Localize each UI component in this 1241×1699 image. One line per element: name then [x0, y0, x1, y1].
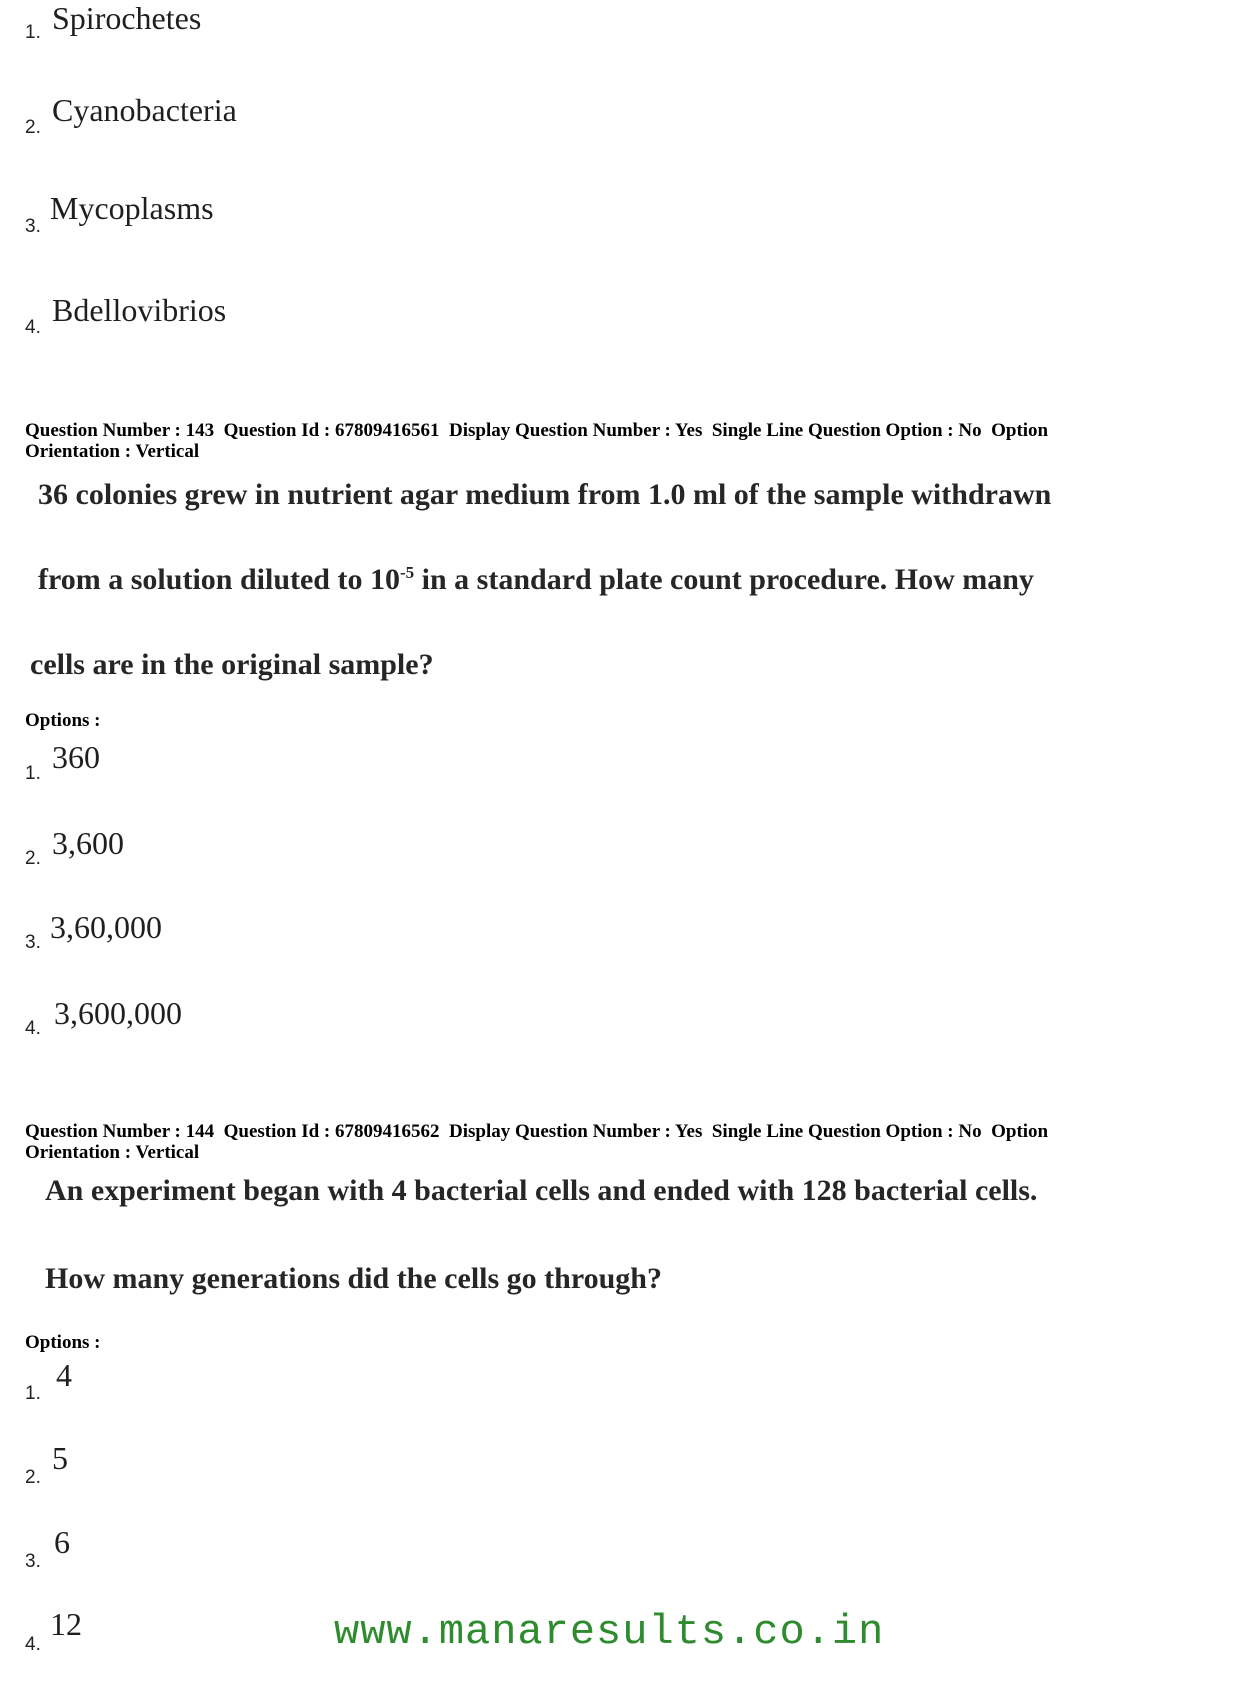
option-text: 3,60,000 [50, 909, 162, 945]
option-number: 1. [25, 22, 41, 43]
option-text: 6 [54, 1524, 70, 1560]
option-text: 5 [52, 1440, 68, 1476]
option-text: 3,600,000 [54, 995, 182, 1031]
question-meta-line1: Question Number : 143 Question Id : 67809416561 Display Question Number : Yes Single Line Question Option : No Option [25, 420, 1049, 441]
question-meta-line2: Orientation : Vertical [25, 1142, 200, 1163]
watermark-url: www.manaresults.co.in [334, 1608, 885, 1656]
option-text: 3,600 [52, 825, 124, 861]
question-text-part: from a solution diluted to 10 [38, 563, 400, 596]
option-number: 3. [25, 216, 41, 237]
question-text-line2 [38, 563, 1034, 597]
exponent: -5 [399, 563, 415, 582]
option-text: Spirochetes [52, 0, 202, 36]
option-number: 1. [25, 763, 41, 784]
question-meta-line1: Question Number : 144 Question Id : 67809416562 Display Question Number : Yes Single Line Question Option : No Option [25, 1121, 1049, 1142]
option-number: 1. [25, 1383, 41, 1404]
option-text: 4 [56, 1357, 72, 1393]
question-text-part: in a standard plate count procedure. How many [414, 563, 1034, 596]
option-number: 4. [25, 1634, 41, 1655]
option-number: 4. [25, 317, 41, 338]
option-text: 360 [52, 739, 100, 775]
option-text: 12 [50, 1606, 82, 1642]
option-number: 3. [25, 1551, 41, 1572]
option-number: 2. [25, 1467, 41, 1488]
options-label: Options : [25, 1332, 101, 1353]
option-text: Bdellovibrios [52, 292, 227, 328]
option-number: 2. [25, 117, 41, 138]
option-text: Cyanobacteria [52, 92, 237, 128]
question-text-line2: How many generations did the cells go through? [45, 1262, 662, 1295]
question-text-line1: An experiment began with 4 bacterial cells and ended with 128 bacterial cells. [45, 1174, 1038, 1207]
options-label: Options : [25, 710, 101, 731]
question-meta-line2: Orientation : Vertical [25, 441, 200, 462]
option-text: Mycoplasms [50, 190, 214, 226]
option-number: 3. [25, 932, 41, 953]
question-text-line3: cells are in the original sample? [30, 648, 434, 681]
question-text-line1: 36 colonies grew in nutrient agar medium from 1.0 ml of the sample withdrawn [38, 478, 1052, 511]
option-number: 2. [25, 848, 41, 869]
option-number: 4. [25, 1018, 41, 1039]
